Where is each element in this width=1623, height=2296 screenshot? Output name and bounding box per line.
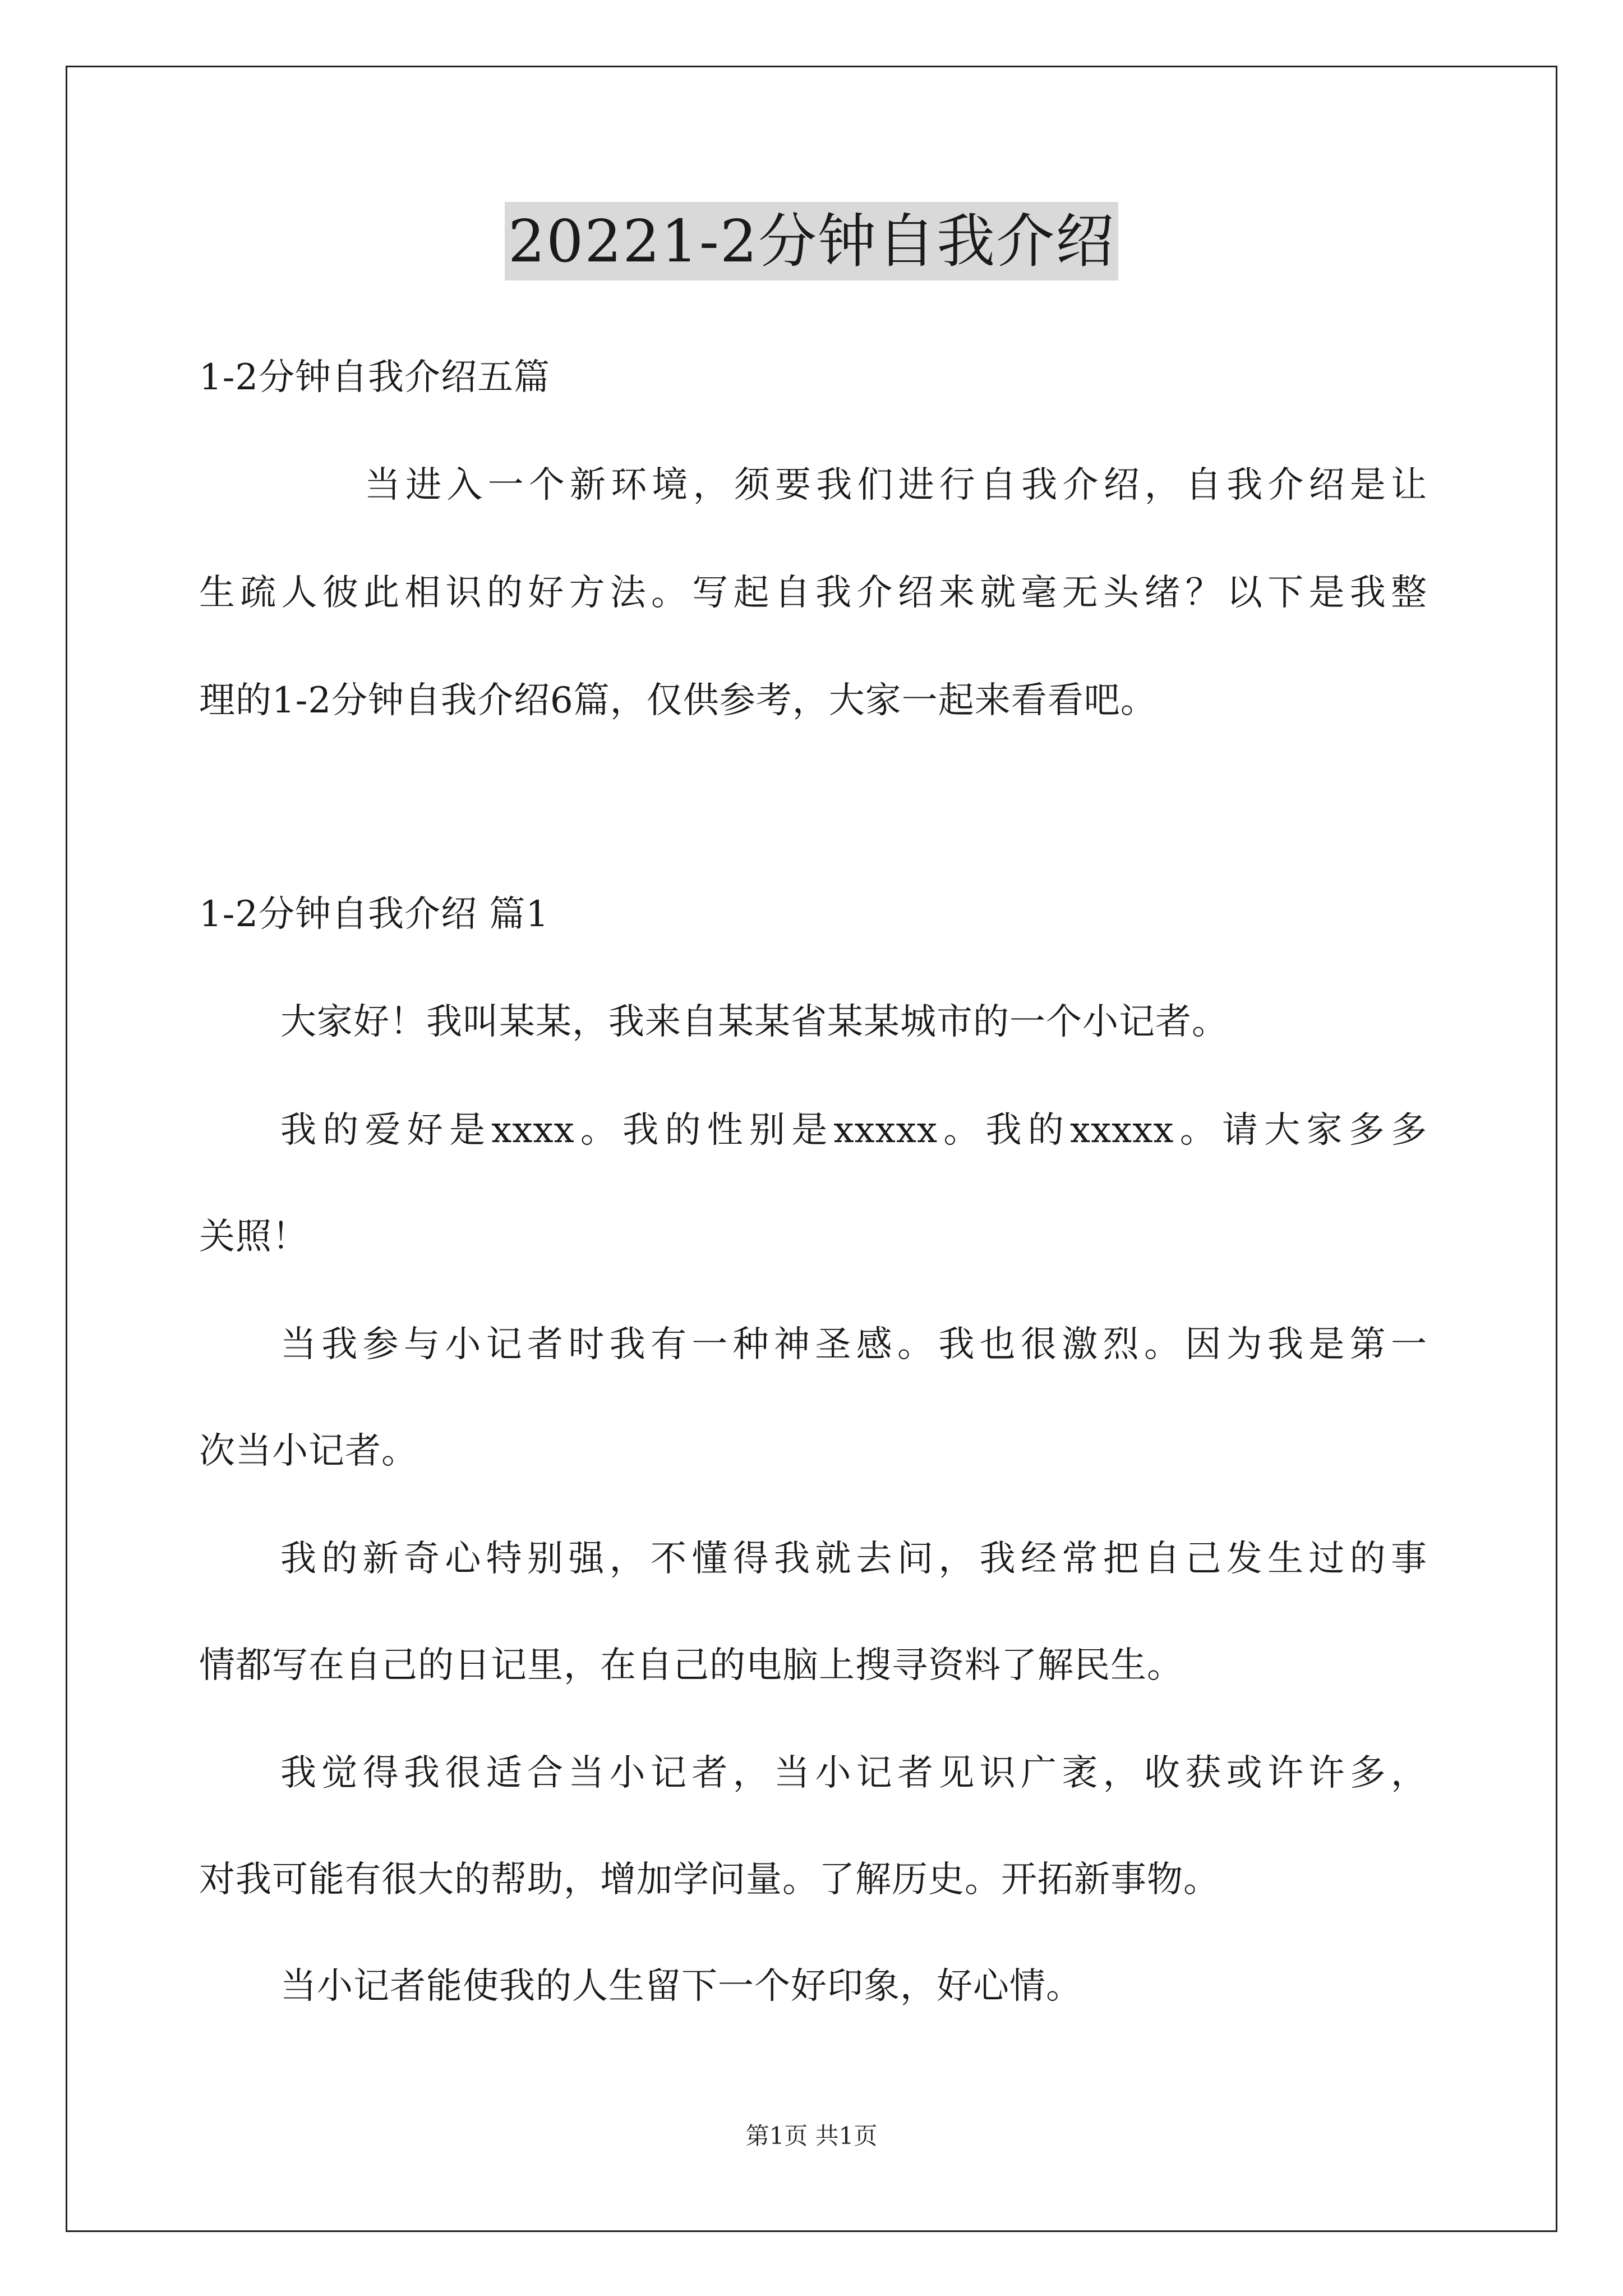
body-line-5: 次当小记者。 <box>199 1430 418 1472</box>
page-footer: 第1页 共1页 <box>745 2122 878 2150</box>
body-line-8: 我觉得我很适合当小记者，当小记者见识广袤，收获或许许多， <box>280 1752 1427 1794</box>
body-line-10: 当小记者能使我的人生留下一个好印象，好心情。 <box>280 1966 1082 2007</box>
body-line-1: 大家好！我叫某某，我来自某某省某某城市的一个小记者。 <box>280 1001 1228 1043</box>
section-heading: 1-2分钟自我介绍 篇1 <box>199 894 550 935</box>
body-line-2: 我的爱好是xxxx。我的性别是xxxxx。我的xxxxx。请大家多多 <box>280 1110 1427 1151</box>
intro-line-2: 生疏人彼此相识的好方法。写起自我介绍来就毫无头绪？以下是我整 <box>199 572 1427 614</box>
body-line-4: 当我参与小记者时我有一种神圣感。我也很激烈。因为我是第一 <box>280 1324 1427 1365</box>
intro-line-3: 理的1-2分钟自我介绍6篇，仅供参考，大家一起来看看吧。 <box>199 680 1157 721</box>
body-line-3: 关照！ <box>199 1216 308 1258</box>
body-line-9: 对我可能有很大的帮助，增加学问量。了解历史。开拓新事物。 <box>199 1859 1220 1901</box>
intro-line-1: 当进入一个新环境，须要我们进行自我介绍，自我介绍是让 <box>365 464 1427 506</box>
document-subtitle: 1-2分钟自我介绍五篇 <box>199 357 551 398</box>
title-container <box>0 202 1623 280</box>
document-title: 20221-2分钟自我介绍 <box>505 202 1118 280</box>
body-line-7: 情都写在自己的日记里，在自己的电脑上搜寻资料了解民生。 <box>199 1645 1183 1686</box>
body-line-6: 我的新奇心特别强，不懂得我就去问，我经常把自己发生过的事 <box>280 1538 1427 1580</box>
